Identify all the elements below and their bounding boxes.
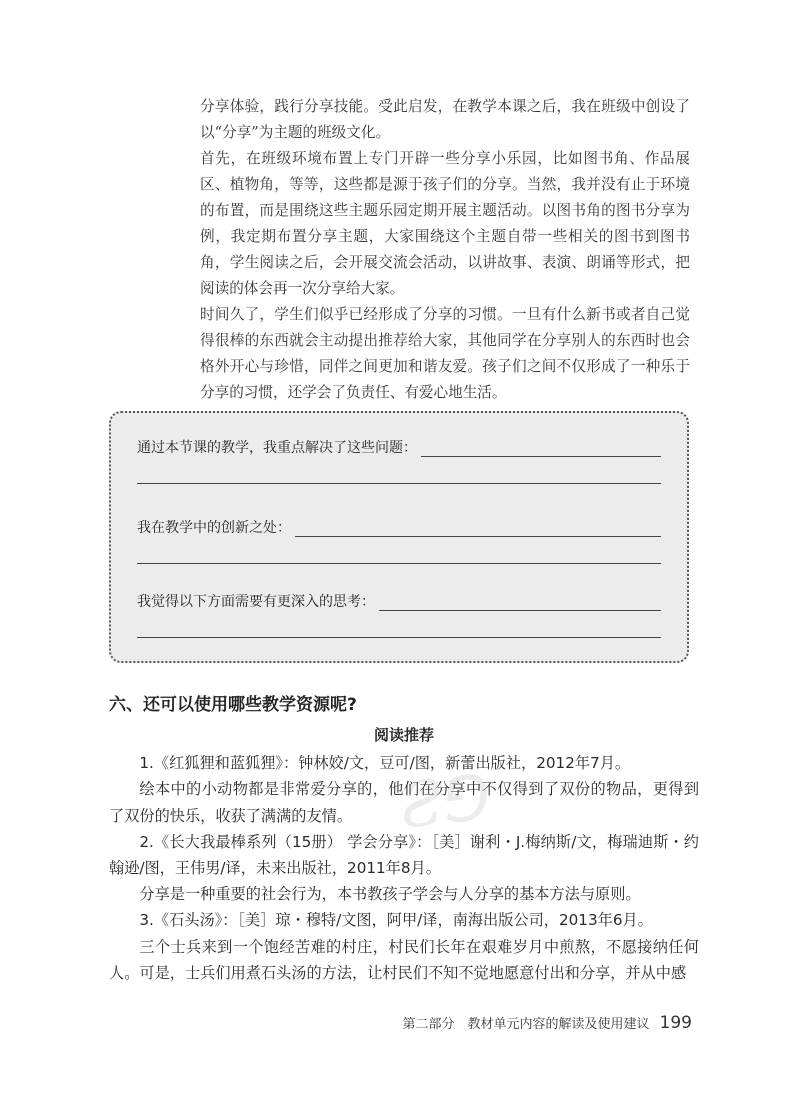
answer-line[interactable] <box>421 442 661 457</box>
answer-line[interactable] <box>137 637 661 638</box>
book-entry: 3.《石头汤》：［美］琼・穆特/文图，阿甲/译，南海出版公司，2013年6月。 <box>139 911 653 930</box>
book-description: 三个士兵来到一个饱经苦难的村庄，村民们长年在艰难岁月中煎熬，不愿接纳任何人。可是，士兵们用煮石头汤的方法，让村民们不知不觉地愿意付出和分享，并从中感 <box>109 937 699 982</box>
reading-title: 阅读推荐 <box>373 726 434 744</box>
reflection-prompt-1: 通过本节课的教学，我重点解决了这些问题： <box>137 440 417 456</box>
watermark-logo: Ƨ⅁ <box>396 760 495 843</box>
answer-line[interactable] <box>295 522 661 537</box>
reflection-prompt-2: 我在教学中的创新之处： <box>137 520 291 536</box>
page-footer <box>403 1013 692 1033</box>
reflection-item-2 <box>137 517 661 564</box>
book-description: 分享是一种重要的社会行为，本书教孩子学会与人分享的基本方法与原则。 <box>139 885 641 904</box>
book-description: 绘本中的小动物都是非常爱分享的，他们在分享中不仅得到了双份的物品，更得到了双份的快乐，收获了满满的友情。 <box>109 780 699 825</box>
case-paragraph: 时间久了，学生们似乎已经形成了分享的习惯。一旦有什么新书或者自己觉得很棒的东西就会主动提出推荐给大家，其他同学在分享别人的东西时也会格外开心与珍惜，同伴之间更加和谐友爱。孩子们之间不仅形成了一种乐于分享的习惯，还学会了负责任、有爱心地生活。 <box>200 306 690 401</box>
book-entry: 1.《红狐狸和蓝狐狸》：钟林姣/文，豆可/图，新蕾出版社，2012年7月。 <box>139 754 631 773</box>
reflection-item-1 <box>137 437 661 484</box>
case-study-text <box>200 94 690 406</box>
reading-recommendations <box>109 722 699 986</box>
page-number: 199 <box>659 1013 692 1033</box>
answer-line[interactable] <box>137 483 661 484</box>
reflection-item-3 <box>137 591 661 638</box>
reflection-prompt-3: 我觉得以下方面需要有更深入的思考： <box>137 594 375 610</box>
teaching-reflection-box <box>109 411 689 663</box>
section-title: 六、还可以使用哪些教学资源呢? <box>109 695 357 715</box>
case-paragraph: 首先，在班级环境布置上专门开辟一些分享小乐园，比如图书角、作品展区、植物角，等等，这些都是源于孩子们的分享。当然，我并没有止于环境的布置，而是围绕这些主题乐园定期开展主题活动。以图书角的图书分享为例，我定期布置分享主题，大家围绕这个主题自带一些相关的图书到图书角，学生阅读之后，会开展交流会活动，以讲故事、表演、朗诵等形式，把阅读的体会再一次分享给大家。 <box>200 150 690 297</box>
book-entry: 2.《长大我最棒系列（15册） 学会分享》：［美］谢利・J.梅纳斯/文，梅瑞迪斯・约翰逊/图，王伟男/译，未来出版社，2011年8月。 <box>109 832 699 878</box>
footer-text: 第二部分 教材单元内容的解读及使用建议 <box>402 1017 650 1032</box>
answer-line[interactable] <box>137 563 661 564</box>
case-paragraph: 分享体验，践行分享技能。受此启发，在教学本课之后，我在班级中创设了以“分享”为主题的班级文化。 <box>200 98 690 141</box>
answer-line[interactable] <box>379 596 661 611</box>
